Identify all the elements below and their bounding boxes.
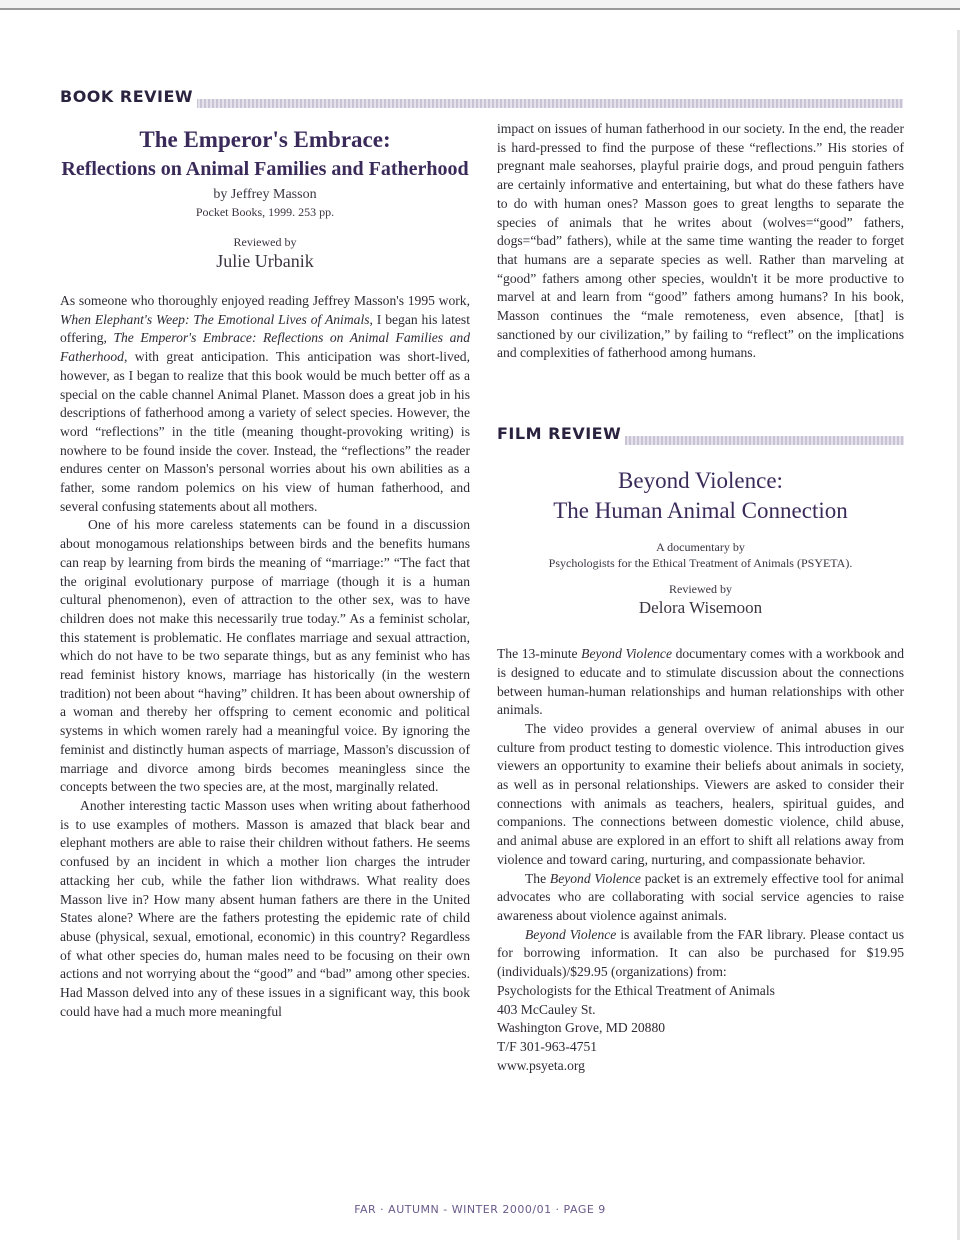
film-paragraph-3: The Beyond Violence packet is an extremely effective tool for animal advocates who are collaborating with social service agencies to raise awareness about violence against animals. bbox=[497, 870, 904, 923]
book-publisher: Pocket Books, 1999. 253 pp. bbox=[195, 205, 335, 219]
scan-top-shade bbox=[0, 0, 960, 8]
book-reviewed-by: Reviewed by bbox=[233, 235, 297, 249]
book-paragraph-4: impact on issues of human fatherhood in our society. In the end, the reader is hard-pressed to find the purpose of these “reflections.” His stories of pregnant male seahorses, playful prairie dogs, and proud penguin fathers are certainly informative and entertaining, but what do these fathers have to do with human ones? Masson goes to great lengths to separate the species of animals that he writes about (wolves=“good” fathers, dogs=“bad” fathers), while at the same time wanting the reader to forget that humans are a separate species as well. Rather than marveling at “good” fathers among other species, wouldn't it be more productive to marvel at and learn from “good” fathers among humans? In his book, Masson continues the “male remoteness, even absence, [that] is sanctioned by our civilization,” by failing to “reflect” on the implications and complexities of fatherhood among humans. bbox=[497, 121, 904, 361]
book-paragraph-1: As someone who thoroughly enjoyed reading Jeffrey Masson's 1995 work, When Elephant's Weep: The Emotional Lives of Animals, I began his latest offering, The Emperor's Embrace: Reflections on Animal Families and Fatherhood, with great anticipation. This anticipation was short-lived, however, as I began to realize that this book would be much better off as a special on the cable channel Animal Planet. Masson does a great job in his descriptions of fatherhood among a variety of select species. However, the word “reflections” in the title (meaning thought-provoking writing) is nowhere to be found inside the cover. Instead, the “reflections” the reader endures center on Masson's personal worries about his own abilities as a father, some random polemics on his view of human fatherhood, and several confusing statements about all mothers. bbox=[60, 293, 470, 514]
scan-top-rule bbox=[0, 8, 960, 10]
book-review-header bbox=[60, 86, 903, 110]
address-line: 403 McCauley St. bbox=[497, 1001, 596, 1017]
film-review-label: FILM REVIEW bbox=[497, 423, 625, 445]
film-reviewer: Delora Wisemoon bbox=[638, 598, 763, 618]
right-column bbox=[497, 120, 904, 1075]
book-author: by Jeffrey Masson bbox=[213, 187, 317, 202]
film-org: Psychologists for the Ethical Treatment of Animals (PSYETA). bbox=[548, 556, 853, 571]
book-subtitle: Reflections on Animal Families and Fatherhood bbox=[61, 158, 469, 180]
page-footer: FAR · AUTUMN - WINTER 2000/01 · PAGE 9 bbox=[354, 1203, 606, 1216]
book-paragraph-3: Another interesting tactic Masson uses when writing about fatherhood is to use examples of mothers. Masson is amazed that black bear and elephant mothers are able to raise their children without fathers. He seems confused by an incident in which a mother lion charges the intruder attacking her cub, while the father lion withdraws. What reality does Masson live in? How many absent human fathers are there in the United States alone? Where are the fathers protesting the epidemic rate of child abuse (physical, sexual, emotional, economic) in this country? Regardless of what other species do, human males need to be focusing on their own actions and not worrying about the “good” and “bad” among other species. Had Masson delved into any of these issues in a significant way, this book could have had a much more meaningful bbox=[60, 797, 470, 1019]
book-review-label: BOOK REVIEW bbox=[60, 86, 197, 108]
film-subtitle: The Human Animal Connection bbox=[553, 498, 848, 524]
book-title: The Emperor's Embrace: bbox=[139, 127, 391, 152]
film-review-header bbox=[497, 423, 904, 447]
film-paragraph-2: The video provides a general overview of animal abuses in our culture from product testing to domestic violence. This introduction gives viewers an opportunity to examine their beliefs about animals in society, as well as in personal relationships. Viewers are asked to consider their connections with animals as teachers, healers, spiritual guides, and companions. The connections between domestic violence, child abuse, and animal abuse are explored in an effort to shift all relations away from violence and toward caring, nurturing, and compassionate behavior. bbox=[497, 720, 904, 867]
film-title: Beyond Violence: bbox=[618, 468, 783, 494]
address-line: T/F 301-963-4751 bbox=[497, 1038, 598, 1054]
book-reviewer: Julie Urbanik bbox=[216, 251, 314, 271]
film-paragraph-1: The 13-minute Beyond Violence documentary comes with a workbook and is designed to educate and to stimulate discussion about the connections between human-human relationships and human relationships with other animals. bbox=[497, 646, 905, 718]
address-line: Washington Grove, MD 20880 bbox=[497, 1020, 666, 1036]
address-line: Psychologists for the Ethical Treatment of Animals bbox=[497, 982, 775, 998]
left-column bbox=[60, 126, 470, 1021]
film-doc-by: A documentary by bbox=[656, 540, 745, 555]
book-paragraph-2: One of his more careless statements can be found in a discussion about monogamous relationships between birds and the benefits humans can reap by learning from birds the meaning of “marriage:” “The fact that the original evolutionary purpose of marriage (though it is a human cultural phenomenon), even of attraction to the other sex, was to have children does not make this necessarily true today.” As a feminist scholar, this statement is problematic. He conflates marriage and sexual attraction, which do not have to be two separate things, but as any feminist who has read feminist history knows, marriage has historically (in the western tradition) not been about “having” children. It has been about ownership of a woman and thereby her offspring to cement economic and political systems in which women rarely had a meaningful voice. By ignoring the feminist and distinctly human aspects of marriage, Masson's discussion of marriage and divorce among birds becomes meaningless since the concepts between the two species are, at the most, marginally related. bbox=[60, 517, 470, 795]
address-line: www.psyeta.org bbox=[497, 1057, 585, 1073]
film-reviewed-by: Reviewed by bbox=[669, 582, 732, 597]
film-contact-address bbox=[497, 982, 904, 1076]
film-paragraph-4: Beyond Violence is available from the FAR library. Please contact us for borrowing information. It can also be purchased for $19.95 (individuals)/$29.95 (organizations) from: bbox=[497, 926, 905, 980]
